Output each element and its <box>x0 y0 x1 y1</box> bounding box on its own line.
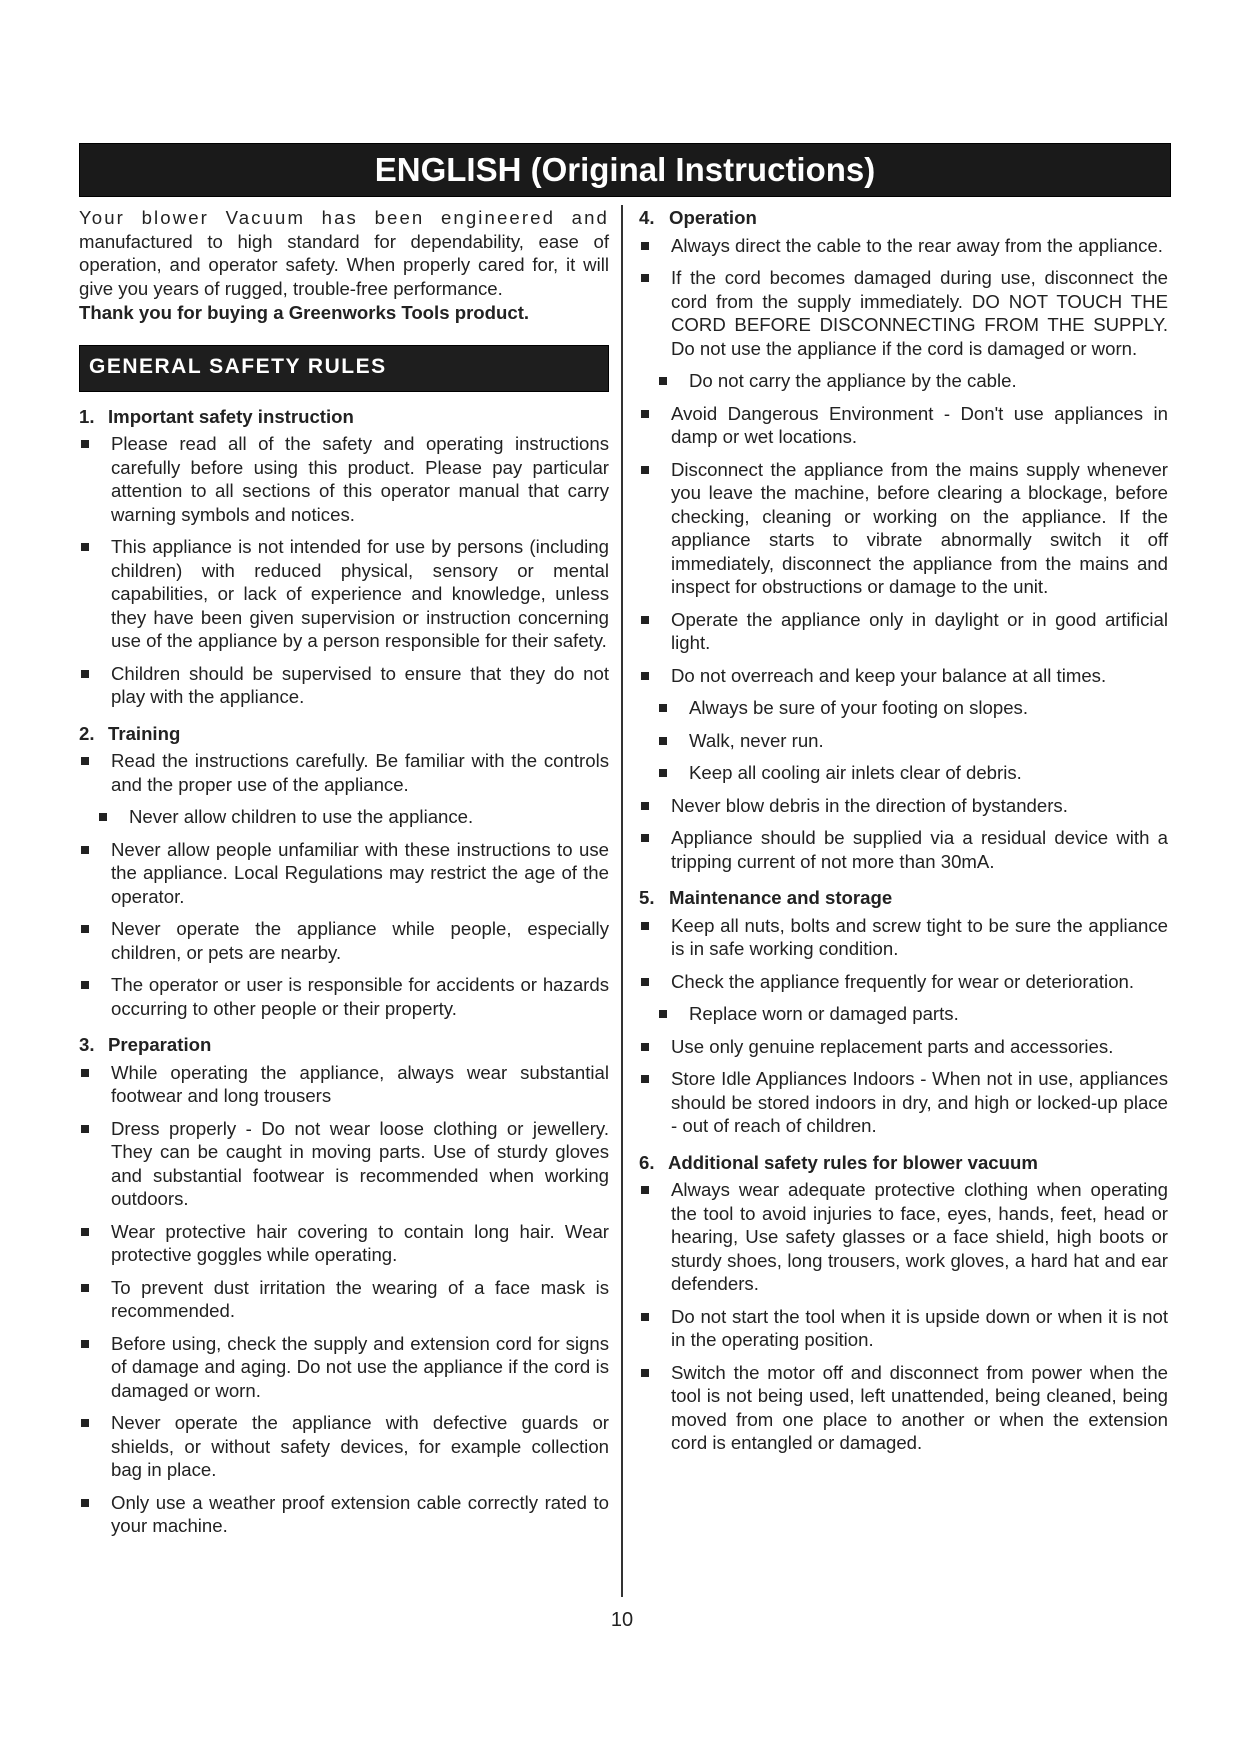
square-bullet-icon <box>641 978 649 986</box>
intro-first-line: Your blower Vacuum has been engineered and <box>79 207 609 228</box>
list-item: This appliance is not intended for use by persons (including children) with reduced physical, sensory or mental capabilities, or lack of experience and knowledge, unless they have been given supervision or instruction concerning use of the appliance by a person responsible for their safety. <box>79 535 609 653</box>
list-item: Keep all cooling air inlets clear of debris. <box>639 761 1168 785</box>
list-item: To prevent dust irritation the wearing of a face mask is recommended. <box>79 1276 609 1323</box>
section-heading <box>79 1033 609 1057</box>
square-bullet-icon <box>659 377 667 385</box>
list-item: If the cord becomes damaged during use, disconnect the cord from the supply immediately. DO NOT TOUCH THE CORD BEFORE DISCONNECTING FROM THE SUPPLY. Do not use the appliance if the cord is damaged or worn. <box>639 266 1168 360</box>
list-item: Wear protective hair covering to contain long hair. Wear protective goggles while operating. <box>79 1220 609 1267</box>
list-item: Switch the motor off and disconnect from power when the tool is not being used, left unattended, being cleaned, being moved from one place to another or when the extension cord is entangled or damaged. <box>639 1361 1168 1455</box>
square-bullet-icon <box>641 616 649 624</box>
section-title: Operation <box>669 207 757 228</box>
list-item: Operate the appliance only in daylight or in good artificial light. <box>639 608 1168 655</box>
square-bullet-icon <box>81 757 89 765</box>
square-bullet-icon <box>641 1369 649 1377</box>
section-maintenance-storage <box>639 886 1168 1138</box>
square-bullet-icon <box>81 1499 89 1507</box>
square-bullet-icon <box>659 769 667 777</box>
square-bullet-icon <box>641 1186 649 1194</box>
section-additional-safety-rules <box>639 1151 1168 1455</box>
list-item: Never allow people unfamiliar with these instructions to use the appliance. Local Regulations may restrict the age of the operator. <box>79 838 609 909</box>
square-bullet-icon <box>81 440 89 448</box>
square-bullet-icon <box>99 813 107 821</box>
square-bullet-icon <box>641 672 649 680</box>
square-bullet-icon <box>641 922 649 930</box>
square-bullet-icon <box>641 1313 649 1321</box>
section-operation <box>639 206 1168 873</box>
list-item: Always direct the cable to the rear away from the appliance. <box>639 234 1168 258</box>
list-item: Dress properly - Do not wear loose clothing or jewellery. They can be caught in moving parts. Use of sturdy gloves and substantial footwear is recommended when working outdoors. <box>79 1117 609 1211</box>
section-number: 3. <box>79 1034 95 1055</box>
section-title: Important safety instruction <box>108 405 354 427</box>
square-bullet-icon <box>81 1228 89 1236</box>
section-title: Maintenance and storage <box>669 887 893 908</box>
thank-you-text: Thank you for buying a Greenworks Tools product. <box>79 302 530 323</box>
list-item: Before using, check the supply and extension cord for signs of damage and aging. Do not use the appliance if the cord is damaged or worn. <box>79 1332 609 1403</box>
section-number: 2. <box>79 722 95 744</box>
square-bullet-icon <box>641 1043 649 1051</box>
page-number: 10 <box>610 1609 634 1631</box>
list-item: Disconnect the appliance from the mains supply whenever you leave the machine, before clearing a blockage, before checking, cleaning or working on the appliance. If the appliance starts to vibrate abnormally switch it off immediately, disconnect the appliance from the mains and inspect for obstructions or damage to the unit. <box>639 458 1168 599</box>
section-number: 5. <box>639 887 655 908</box>
square-bullet-icon <box>81 1125 89 1133</box>
intro-text: manufactured to high standard for dependability, ease of operation, and operator safety. When properly cared for, it will give you years of rugged, trouble-free performance. <box>79 230 609 299</box>
list-item: Check the appliance frequently for wear or deterioration. <box>639 970 1168 994</box>
list-item: Keep all nuts, bolts and screw tight to be sure the appliance is in safe working condition. <box>639 914 1168 961</box>
square-bullet-icon <box>81 1340 89 1348</box>
section-heading <box>79 405 609 429</box>
square-bullet-icon <box>641 274 649 282</box>
list-item: Never blow debris in the direction of bystanders. <box>639 794 1168 818</box>
square-bullet-icon <box>81 543 89 551</box>
square-bullet-icon <box>641 1075 649 1083</box>
left-column <box>79 206 609 1551</box>
section-heading <box>639 886 1168 910</box>
square-bullet-icon <box>81 1419 89 1427</box>
list-item: Walk, never run. <box>639 729 1168 753</box>
section-heading <box>79 722 609 746</box>
section-number: 1. <box>79 405 95 427</box>
section-heading <box>639 1151 1168 1175</box>
list-item: Appliance should be supplied via a residual device with a tripping current of not more than 30mA. <box>639 826 1168 873</box>
section-important-safety <box>79 405 609 709</box>
square-bullet-icon <box>659 737 667 745</box>
list-item: Never operate the appliance while people, especially children, or pets are nearby. <box>79 917 609 964</box>
section-heading <box>639 206 1168 230</box>
list-item: Store Idle Appliances Indoors - When not in use, appliances should be stored indoors in dry, and high or locked-up place - out of reach of children. <box>639 1067 1168 1138</box>
list-item: While operating the appliance, always wear substantial footwear and long trousers <box>79 1061 609 1108</box>
list-item: Never operate the appliance with defective guards or shields, or without safety devices, for example collection bag in place. <box>79 1411 609 1482</box>
section-title: Training <box>108 722 181 744</box>
square-bullet-icon <box>81 925 89 933</box>
square-bullet-icon <box>659 1010 667 1018</box>
square-bullet-icon <box>641 242 649 250</box>
list-item: Children should be supervised to ensure that they do not play with the appliance. <box>79 662 609 709</box>
section-training <box>79 722 609 1021</box>
list-item: Always wear adequate protective clothing when operating the tool to avoid injuries to face, eyes, hands, feet, head or hearing, Use safety glasses or a face shield, high boots or sturdy shoes, long trousers, work gloves, a hard hat and ear defenders. <box>639 1178 1168 1296</box>
list-item: Please read all of the safety and operating instructions carefully before using this product. Please pay particular attention to all sections of this operator manual that carry warning symbols and notices. <box>79 432 609 526</box>
square-bullet-icon <box>81 1284 89 1292</box>
intro-paragraph <box>79 206 609 300</box>
square-bullet-icon <box>81 981 89 989</box>
square-bullet-icon <box>659 704 667 712</box>
language-banner: ENGLISH (Original Instructions) <box>79 143 1171 197</box>
column-divider <box>621 205 623 1597</box>
section-title: Preparation <box>108 1034 212 1055</box>
list-item: Always be sure of your footing on slopes. <box>639 696 1168 720</box>
square-bullet-icon <box>81 1069 89 1077</box>
square-bullet-icon <box>641 834 649 842</box>
section-number: 4. <box>639 207 655 228</box>
section-title: Additional safety rules for blower vacuum <box>668 1151 1038 1173</box>
square-bullet-icon <box>641 410 649 418</box>
square-bullet-icon <box>641 802 649 810</box>
list-item: Use only genuine replacement parts and accessories. <box>639 1035 1168 1059</box>
square-bullet-icon <box>81 670 89 678</box>
list-item: Only use a weather proof extension cable correctly rated to your machine. <box>79 1491 609 1538</box>
square-bullet-icon <box>81 846 89 854</box>
list-item: The operator or user is responsible for accidents or hazards occurring to other people or their property. <box>79 973 609 1020</box>
section-number: 6. <box>639 1151 655 1173</box>
list-item: Avoid Dangerous Environment - Don't use appliances in damp or wet locations. <box>639 402 1168 449</box>
list-item: Do not overreach and keep your balance at all times. <box>639 664 1168 688</box>
list-item: Do not carry the appliance by the cable. <box>639 369 1168 393</box>
list-item: Never allow children to use the appliance. <box>79 805 609 829</box>
general-safety-rules-heading: GENERAL SAFETY RULES <box>79 345 609 392</box>
section-preparation <box>79 1033 609 1538</box>
list-item: Read the instructions carefully. Be familiar with the controls and the proper use of the appliance. <box>79 749 609 796</box>
list-item: Do not start the tool when it is upside down or when it is not in the operating position. <box>639 1305 1168 1352</box>
list-item: Replace worn or damaged parts. <box>639 1002 1168 1026</box>
square-bullet-icon <box>641 466 649 474</box>
right-column <box>639 206 1168 1468</box>
